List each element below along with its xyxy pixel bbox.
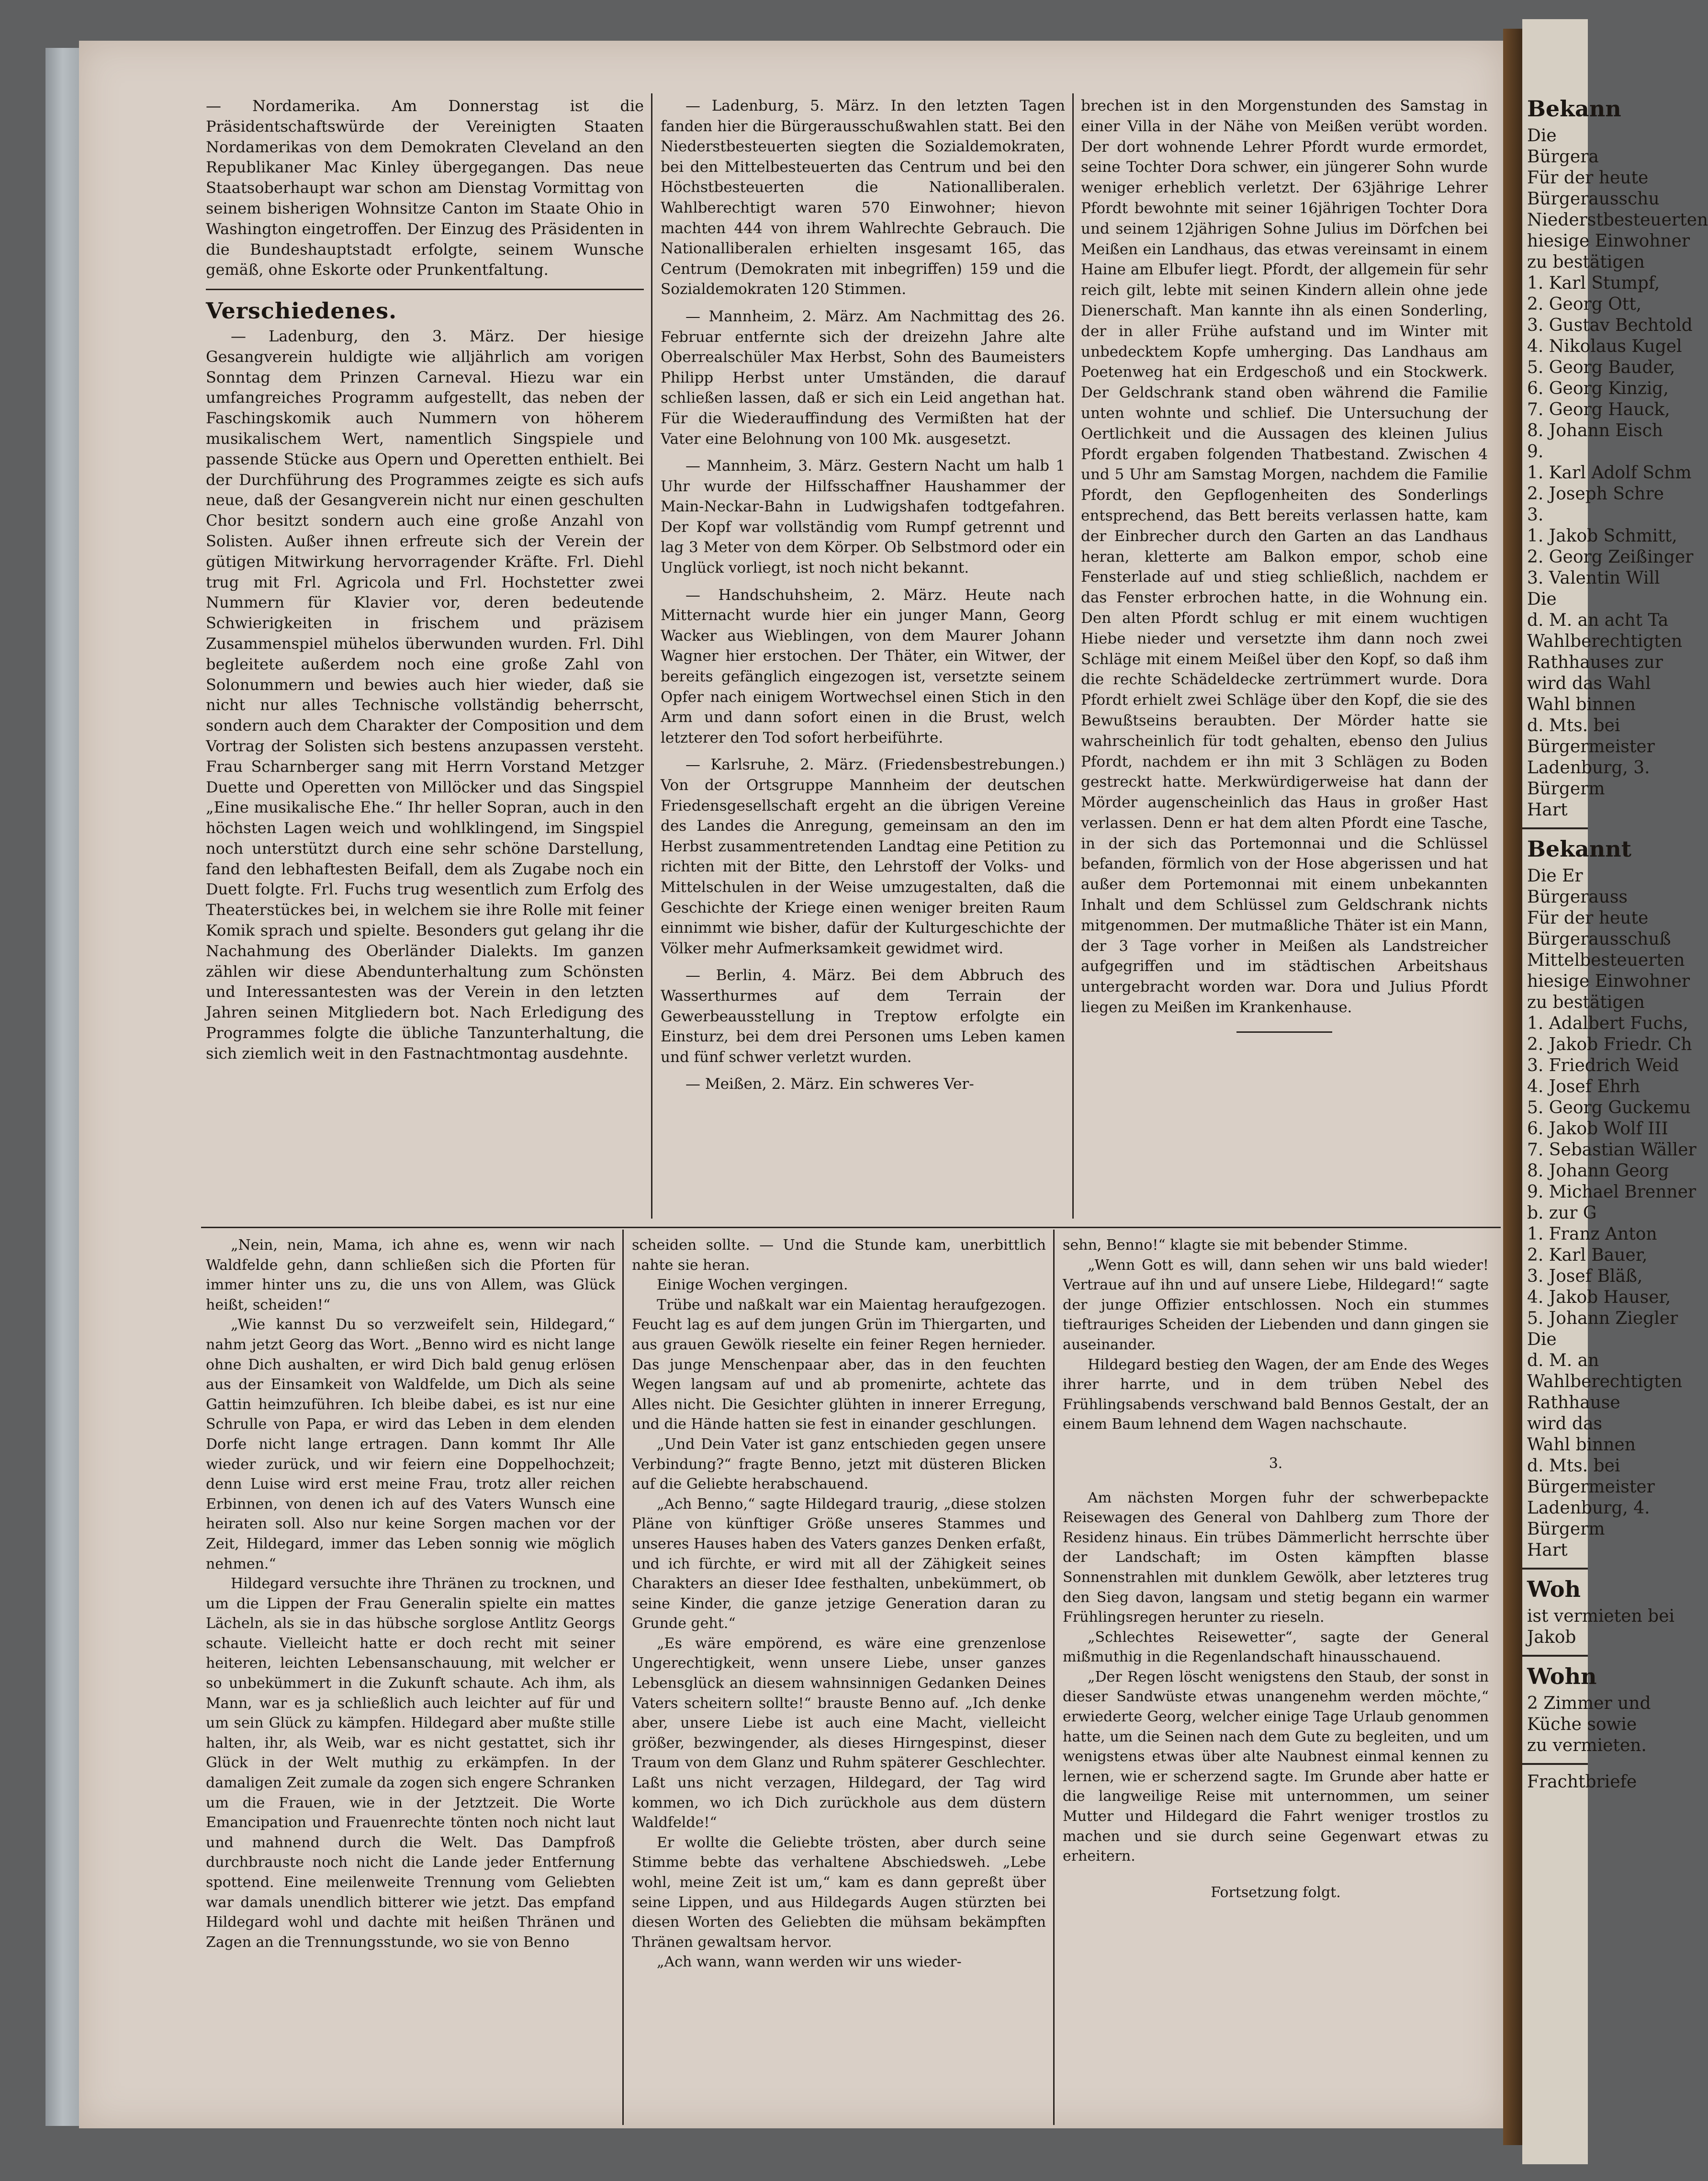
adjacent-line: 2. Georg Ott, [1527,294,1642,314]
adjacent-line: 5. Johann Ziegler [1527,1309,1678,1328]
adjacent-line: Die [1527,589,1557,609]
adjacent-line: hiesige Einwohner [1527,972,1690,991]
adjacent-notice-4 [1522,1693,1651,1756]
adjacent-heading: Bekannt [1527,836,1631,862]
adjacent-heading: Bekann [1527,96,1621,122]
adjacent-line: Hart [1527,800,1568,820]
adjacent-line: Bürgera [1527,147,1599,167]
feuilleton-column-1 [206,1235,615,1952]
story-paragraph: scheiden sollte. — Und die Stunde kam, unerbittlich nahte sie heran. [632,1237,1046,1274]
story-paragraph: Hildegard bestieg den Wagen, der am Ende des Weges ihrer harrte, und in dem trüben Nebel des Frühlingsabends verschwand bald Bennos Gestalt, der an einem Baum lehnend dem Wagen nachschaute. [1063,1356,1489,1433]
adjacent-line: Mittelbesteuerten [1527,950,1685,970]
article-handschuhsheim: — Handschuhsheim, 2. März. Heute nach Mitternacht wurde hier ein junger Mann, Georg Wacker aus Wieblingen, von dem Maurer Johann Wagner hier erstochen. Der Thäter, ein Witwer, der bereits gefänglich eingezogen ist, versetzte seinem Opfer nach einigem Wortwechsel einen Stich in den Arm und dann sofort einen in die Brust, welch letzterer den Tod sofort herbeiführte. [661,586,1065,746]
adjacent-heading: Wohn [1527,1663,1597,1689]
article-meissen-start: — Meißen, 2. März. Ein schweres Ver- [685,1075,974,1093]
adjacent-line: Jakob [1527,1627,1576,1647]
article-ladenburg-wahlen: — Ladenburg, 5. März. In den letzten Tagen fanden hier die Bürgerausschußwahlen statt. Bei den Niederstbesteuerten siegten die Sozialdemokraten, bei den Mittelbesteuerten das Centrum und bei den Höchstbesteuerten die Nationalliberalen. Wahlberechtigt waren 570 Einwohner; hievon machten 444 von ihrem Wahlrechte Gebrauch. Die Nationalliberalen erhielten insgesamt 165, das Centrum (Demokraten mit inbegriffen) 159 und die Sozialdemokraten 120 Stimmen. [661,97,1065,298]
story-paragraph: „Nein, nein, Mama, ich ahne es, wenn wir nach Waldfelde gehn, dann schließen sich die Pforten für immer hinter uns zu, die uns von Allem, was Glück heißt, scheiden!“ [206,1237,615,1313]
adjacent-line: 9. Michael Brenner [1527,1182,1697,1202]
column-rule-top-1 [651,93,652,1219]
article-karlsruhe: — Karlsruhe, 2. März. (Friedensbestrebungen.) Von der Ortsgruppe Mannheim der deutschen Friedensgesellschaft ergeht an die übrigen Vereine des Landes die Anregung, gemeinsam an den im Herbst zusammentretenden Landtag eine Petition zu richten mit der Bitte, den Lehrstoff der Volks- und Mittelschulen in der Weise umzugestalten, daß die Geschichte der Kriege einen weniger breiten Raum einnimmt wie bisher, dafür der Kulturgeschichte der Völker mehr Aufmerksamkeit gewidmet wird. [661,756,1065,957]
article-meissen-cont: brechen ist in den Morgenstunden des Samstag in einer Villa in der Nähe von Meißen verübt worden. Der dort wohnende Lehrer Pfordt wurde ermordet, seine Tochter Dora schwer, ein jüngerer Sohn wurde weniger erheblich verletzt. Der 63jährige Lehrer Pfordt bewohnte mit seiner 16jährigen Tochter Dora und seinem 12jährigen Sohne Julius im Dörfchen bei Meißen ein Landhaus, das etwas vereinsamt in einem Haine am Elbufer liegt. Pfordt, der allgemein für sehr reich gilt, lebte mit seinen Kindern allein ohne jede Dienerschaft. Man kannte ihn als einen Sonderling, der in aller Frühe aufstand und im Winter mit unbedecktem Kopfe umherging. Das Landhaus am Poetenweg hat ein Erdgeschoß und ein Stockwerk. Der Geldschrank stand oben während die Familie unten wohnte und schlief. Die Untersuchung der Oertlichkeit und die Aussagen des kleinen Julius Pfordt ergaben folgenden Thatbestand. Zwischen 4 und 5 Uhr am Samstag Morgen, nachdem die Familie Pfordt, den Gepflogenheiten des Sonderlings entsprechend, das Bett bereits verlassen hatte, kam der Einbrecher durch den Garten an das Landhaus heran, kletterte am Balkon empor, schob eine Fensterlade auf und stieg schließlich, nachdem er das Fenster erbrochen hatte, in die Wohnung ein. Den alten Pfordt schlug er mit einem wuchtigen Hiebe nieder und versetzte ihm dann noch zwei Schläge mit einem Meißel über den Kopf, so daß ihm die rechte Schädeldecke zertrümmert wurde. Dora Pfordt erhielt zwei Schläge über den Kopf, die sie des Bewußtseins beraubten. Der Mörder hatte sie wahrscheinlich für todt gehalten, ebenso den Julius Pfordt, nachdem er ihn mit 3 Schlägen zu Boden gestreckt hatte. Merkwürdigerweise hat dann der Mörder augenscheinlich das Haus in großer Hast verlassen. Denn er hat dem alten Pfordt eine Tasche, in der sich das Portemonnai und die Schlüssel befanden, förmlich von der Hose abgerissen und hat außer dem Portemonnai mit einem unbekannten Inhalt und dem Schlüssel zum Geldschrank nichts mitgenommen. Der mutmaßliche Thäter ist ein Mann, der 3 Tage vorher in Meißen als Landstreicher aufgegriffen und im städtischen Arbeitshaus untergebracht worden war. Dora und Julius Pfordt liegen zu Meißen im Krankenhause. [1081,97,1488,1017]
adjacent-line: 2. Joseph Schre [1527,484,1664,504]
story-paragraph: „Wie kannst Du so verzweifelt sein, Hildegard,“ nahm jetzt Georg das Wort. „Benno wird es nicht lange ohne Dich aushalten, er wird Dich bald genug erlösen aus der Einsamkeit von Waldfelde, um Dich als seine Gattin heimzuführen. Ich bleibe dabei, es ist nur eine Schrulle von Papa, er wird das Leben in dem elenden Dorfe nicht lange ertragen. Dann kommt Ihr Alle wieder zurück, und wir feiern eine Doppelhochzeit; denn Luise wird erst meine Frau, trotz aller reichen Erbinnen, von denen ich auf des Vaters Wunsch eine heiraten soll. Also nur keine Sorgen machen vor der Zeit, Hildegard, immer das Leben sonnig wie möglich nehmen.“ [206,1316,615,1572]
story-paragraph: Einige Wochen vergingen. [657,1277,848,1294]
adjacent-line: Die [1527,1330,1557,1349]
adjacent-line: 1. Karl Adolf Schm [1527,463,1692,483]
adjacent-line: Bürgerm [1527,779,1605,799]
adjacent-line: Bürgerauss [1527,887,1628,907]
column-rule-bottom-1 [622,1230,624,2125]
adjacent-line: 7. Sebastian Wäller [1527,1140,1697,1160]
adjacent-line: 5. Georg Bauder, [1527,358,1675,377]
article-nordamerika: — Nordamerika. Am Donnerstag ist die Präsidentschaftswürde der Vereinigten Staaten Nordamerikas von dem Demokraten Cleveland an den Republikaner Mac Kinley übergegangen. Das neue Staatsoberhaupt war schon am Dienstag Vormittag von seinem bisherigen Wohnsitze Canton im Staate Ohio in Washington eingetroffen. Der Einzug des Präsidenten in die Bundeshauptstadt erfolgte, seinem Wunsche gemäß, ohne Eskorte oder Prunkentfaltung. [206,97,644,279]
story-paragraph: „Es wäre empörend, es wäre eine grenzenlose Ungerechtigkeit, wenn unsere Liebe, unser ganzes Lebensglück an diesem wahnsinnigen Gedanken Deines Vaters scheitern sollte!“ brauste Benno auf. „Ich denke aber, unsere Liebe ist auch eine Macht, vielleicht größer, bezwingender, als dieses Hirngespinst, dieser Traum von dem Glanz und Ruhm späterer Geschlechter. Laßt uns nicht verzagen, Hildegard, der Tag wird kommen, wo ich Dich zurückhole aus dem düstern Waldfelde!“ [632,1635,1046,1831]
section-divider [206,289,644,290]
adjacent-line: 2. Jakob Friedr. Ch [1527,1035,1692,1054]
adjacent-line: 2. Karl Bauer, [1527,1245,1648,1265]
adjacent-line: Ladenburg, 4. [1527,1498,1650,1518]
story-paragraph: „Schlechtes Reisewetter“, sagte der General mißmuthig in die Regenlandschaft hinausschauend. [1063,1628,1489,1666]
adjacent-line: Bürgermeister [1527,1477,1655,1497]
adjacent-line: Niederstbesteuerten [1527,210,1708,230]
adjacent-line: d. Mts. bei [1527,1456,1620,1476]
adjacent-line: 1. Adalbert Fuchs, [1527,1014,1688,1033]
adjacent-line: 8. Johann Georg [1527,1161,1669,1181]
adjacent-line: ist vermieten bei [1527,1606,1674,1626]
adjacent-line: 6. Georg Kinzig, [1527,379,1669,398]
adjacent-line: d. M. an acht Ta [1527,610,1669,630]
story-paragraph: „Wenn Gott es will, dann sehen wir uns bald wieder! Vertraue auf ihn und auf unsere Liebe, Hildegard!“ sagte der junge Offizier entschlossen. Noch ein stummes tieftrauriges Scheiden der Liebenden und dann gingen sie auseinander. [1063,1256,1489,1353]
adjacent-line: 7. Georg Hauck, [1527,400,1670,419]
adjacent-line: 4. Nikolaus Kugel [1527,337,1682,356]
story-paragraph: „Der Regen löscht wenigstens den Staub, der sonst in dieser Sandwüste etwas unangenehm werden möchte,“ erwiederte Georg, welcher einige Tage Urlaub genommen hatte, um die Seinen nach dem Gute zu begleiten, und um wenigstens etwas über alte Naubnest einmal kennen zu lernen, wie er scherzend sagte. Im Grunde aber hatte er die langweilige Reise mit unternommen, um seiner Mutter und Hildegard die Fahrt weniger trostlos zu machen und sie durch seine Gegenwart etwas zu erheitern. [1063,1668,1489,1865]
chapter-number: 3. [1269,1455,1283,1472]
to-be-continued: Fortsetzung folgt. [1211,1884,1341,1901]
story-paragraph: „Und Dein Vater ist ganz entschieden gegen unsere Verbindung?“ fragte Benno, jetzt mit düsteren Blicken auf die Geliebte herabschauend. [632,1435,1046,1493]
article-end-rule [1236,1031,1332,1033]
adjacent-line: Für der heute [1527,168,1649,188]
adjacent-line: Wahlberechtigten [1527,1372,1683,1391]
adjacent-line: 2 Zimmer und [1527,1694,1651,1713]
adjacent-line: 1. Jakob Schmitt, [1527,526,1677,546]
adjacent-line: Wahl binnen [1527,1435,1636,1455]
column-rule-top-2 [1072,93,1074,1219]
adjacent-line: 1. Karl Stumpf, [1527,273,1660,293]
article-mannheim-2: — Mannheim, 3. März. Gestern Nacht um halb 1 Uhr wurde der Hilfsschaffner Haushammer der Main-Neckar-Bahn in Ludwigshafen todtgefahren. Der Kopf war vollständig vom Rumpf getrennt und lag 3 Meter von dem Körper. Ob Selbstmord oder ein Unglück vorliegt, ist noch nicht bekannt. [661,457,1065,577]
adjacent-rule [1522,827,1588,829]
adjacent-line: 5. Georg Guckemu [1527,1098,1691,1118]
adjacent-notice-2 [1522,866,1697,1561]
adjacent-line: zu bestätigen [1527,252,1645,272]
story-paragraph: Am nächsten Morgen fuhr der schwerbepackte Reisewagen des General von Dahlberg zum Thore der Residenz hinaus. Ein trübes Dämmerlicht herrschte über der Landschaft; im Osten kämpften blasse Sonnenstrahlen mit dunklem Gewölk, aber letzteres trug den Sieg davon, langsam und stetig begann ein warmer Frühlingsregen herunter zu rieseln. [1063,1489,1489,1626]
adjacent-line: 4. Josef Ehrh [1527,1077,1641,1096]
adjacent-line: 4. Jakob Hauser, [1527,1288,1671,1307]
adjacent-line: 3. Josef Bläß, [1527,1266,1643,1286]
adjacent-line: 8. Johann Eisch [1527,421,1663,441]
adjacent-line: Für der heute [1527,908,1649,928]
adjacent-notice-1 [1522,125,1708,821]
adjacent-line: Bürgerm [1527,1519,1605,1539]
adjacent-line: wird das [1527,1414,1603,1434]
adjacent-line: d. M. an [1527,1351,1599,1370]
top-column-3 [1081,96,1488,1033]
adjacent-line: 3. [1527,505,1544,525]
feuilleton-column-3 [1063,1235,1489,1902]
adjacent-footer: Frachtbriefe [1527,1772,1637,1792]
adjacent-line: Rathhause [1527,1393,1620,1413]
column-rule-bottom-2 [1053,1230,1055,2125]
adjacent-line: 3. Valentin Will [1527,568,1660,588]
adjacent-line: Die Er [1527,866,1583,886]
adjacent-line: Bürgerausschuß [1527,929,1671,949]
adjacent-line: Küche sowie [1527,1715,1637,1734]
adjacent-line: Wahlberechtigten [1527,632,1683,651]
adjacent-heading: Woh [1527,1576,1581,1602]
page-gutter [1503,29,1522,2145]
adjacent-line: Rathhauses zur [1527,653,1663,672]
adjacent-line: 6. Jakob Wolf III [1527,1119,1668,1139]
adjacent-line: hiesige Einwohner [1527,231,1690,251]
adjacent-line: wird das Wahl [1527,674,1651,693]
article-berlin: — Berlin, 4. März. Bei dem Abbruch des Wasserthurmes auf dem Terrain der Gewerbeausstellung in Treptow erfolgte ein Einsturz, bei dem drei Personen ums Leben kamen und fünf schwer verletzt wurden. [661,967,1065,1066]
story-paragraph: Trübe und naßkalt war ein Maientag heraufgezogen. Feucht lag es auf dem jungen Grün im Thiergarten, und aus grauen Gewölk rieselte ein feiner Regen hernieder. Das junge Menschenpaar aber, das in den feuchten Wegen langsam auf und ab promenirte, achtete das Alles nicht. Die Gesichter glühten in innerer Erregung, und die Hände hatten sie fest in einander geschlungen. [632,1296,1046,1433]
adjacent-line: Ladenburg, 3. [1527,758,1650,778]
adjacent-line: zu bestätigen [1527,993,1645,1012]
top-column-1 [206,96,644,1064]
adjacent-line: 1. Franz Anton [1527,1224,1657,1244]
adjacent-line: d. Mts. bei [1527,716,1620,735]
adjacent-line: zu vermieten. [1527,1736,1647,1755]
feuilleton-separator [201,1227,1501,1228]
story-paragraph: Er wollte die Geliebte trösten, aber durch seine Stimme bebte das verhaltene Abschiedsweh. „Lebe wohl, meine Zeit ist um,“ kam es dann gepreßt über seine Lippen, und aus Hildegards Augen stürzten bei diesen Worten des Geliebten die mühsam bekämpften Thränen gewaltsam hervor. [632,1834,1046,1951]
adjacent-line: b. zur G [1527,1203,1597,1223]
adjacent-line: 9. [1527,442,1544,462]
adjacent-line: Bürgermeister [1527,737,1655,757]
adjacent-page [1522,19,1708,2164]
feuilleton-column-2 [632,1235,1046,1972]
story-paragraph: sehn, Benno!“ klagte sie mit bebender Stimme. [1063,1237,1408,1254]
article-ladenburg-gesangverein: — Ladenburg, den 3. März. Der hiesige Gesangverein huldigte wie alljährlich am vorigen Sonntag dem Prinzen Carneval. Hiezu war ein umfangreiches Programm aufgestellt, das neben der Faschingskomik auch Nummern von höherem musikalischem Wert, namentlich Singspiele und passende Stücke aus Opern und Operetten enthielt. Bei der Durchführung des Programmes zeigte es sich aufs neue, daß der Gesangverein nicht nur einen geschulten Chor besitzt sondern auch eine große Anzahl von Solisten. Außer ihnen erfreute sich der Verein der gütigen Mitwirkung hervorragender Kräfte. Frl. Diehl trug mit Frl. Agricola und Frl. Hochstetter zwei Nummern für Klavier vor, deren bedeutende Schwierigkeiten in frischem und präzisem Zusammenspiel mühelos überwunden wurden. Frl. Dihl begleitete außerdem noch eine große Zahl von Solonummern und bewies auch hier wieder, daß sie nicht nur alles Technische vollständig beherrscht, sondern auch dem Charakter der Composition und dem Vortrag der Solisten sich bestens anzupassen versteht. Frau Scharnberger sang mit Herrn Vorstand Metzger Duette und Operetten von Millöcker und das Singspiel „Eine musikalische Ehe.“ Ihr heller Sopran, auch in den höchsten Lagen weich und wohlklingend, im Singspiel noch unterstützt durch eine sehr schöne Darstellung, fand den lebhaftesten Beifall, dem als Zugabe noch ein Duett folgte. Frl. Fuchs trug wesentlich zum Erfolg des Theaterstückes bei, in welchem sie ihre Rolle mit feiner Komik sprach und spielte. Besonders gut gelang ihr die Nachahmung des Oberländer Dialekts. Im ganzen zählen wir diese Abendunterhaltung zum Schönsten und Interessantesten was der Verein in den letzten Jahren seinen Mitgliedern bot. Nach Erledigung des Programmes folgte die übliche Tanzunterhaltung, die sich ziemlich weit in den Fastnachtmontag ausdehnte. [206,327,644,1062]
adjacent-rule [1522,1655,1588,1657]
article-mannheim-1: — Mannheim, 2. März. Am Nachmittag des 26. Februar entfernte sich der dreizehn Jahre alte Oberrealschüler Max Herbst, Sohn des Baumeisters Philipp Herbst unter Umständen, die darauf schließen lassen, daß er sich ein Leid angethan hat. Für die Wiederauffindung des Vermißten hat der Vater eine Belohnung von 100 Mk. ausgesetzt. [661,307,1065,448]
story-paragraph: „Ach wann, wann werden wir uns wieder- [657,1954,962,1971]
adjacent-line: 3. Friedrich Weid [1527,1056,1679,1075]
adjacent-line: 3. Gustav Bechtold [1527,316,1693,335]
story-paragraph: Hildegard versuchte ihre Thränen zu trocknen, und um die Lippen der Frau Generalin spielte ein mattes Lächeln, als sie in das hübsche sorglose Antlitz Georgs schaute. Vielleicht hatte er doch recht mit seiner heiteren, leichten Lebensanschauung, mit welcher er so unbekümmert in die Zukunft schaute. Ach ihm, als Mann, war es ja schließlich auch leichter auf für und um sein Glück zu kämpfen. Hildegard aber mußte stille halten, ihr, als Weib, war es nicht gestattet, sich ihr Glück in der Welt muthig zu erkämpfen. In der damaligen Zeit zumale da zogen sich engere Schranken um die Frauen, wie in der Jetztzeit. Die Worte Emancipation und Frauenrechte tönten noch nicht laut und mahnend durch die Welt. Das Dampfroß durchbrauste noch nicht die Lande jeder Entfernung spottend. Eine meilenweite Trennung vom Geliebten war damals unendlich bitterer wie jetzt. Das empfand Hildegard wohl und dachte mit heißen Thränen und Zagen an die Trennungsstunde, wo sie von Benno [206,1575,615,1951]
adjacent-line: Hart [1527,1540,1568,1560]
adjacent-notice-3 [1522,1606,1674,1648]
adjacent-line: Bürgerausschu [1527,189,1660,209]
story-paragraph: „Ach Benno,“ sagte Hildegard traurig, „diese stolzen Pläne von künftiger Größe unseres Stammes und unseres Hauses haben des Vaters ganzes Denken erfaßt, und ich fürchte, er wird mit all der Zähigkeit seines Charakters an dieser Idee festhalten, unbekümmert, ob seine Kinder, die ganze jetzige Generation daran zu Grunde geht.“ [632,1495,1046,1632]
adjacent-rule [1522,1763,1588,1765]
adjacent-line: Die [1527,126,1557,146]
adjacent-line: 2. Georg Zeißinger [1527,547,1694,567]
top-column-2 [661,96,1065,1095]
section-heading-verschiedenes: Verschiedenes. [206,298,397,324]
adjacent-line: Wahl binnen [1527,695,1636,714]
adjacent-rule [1522,1568,1588,1570]
